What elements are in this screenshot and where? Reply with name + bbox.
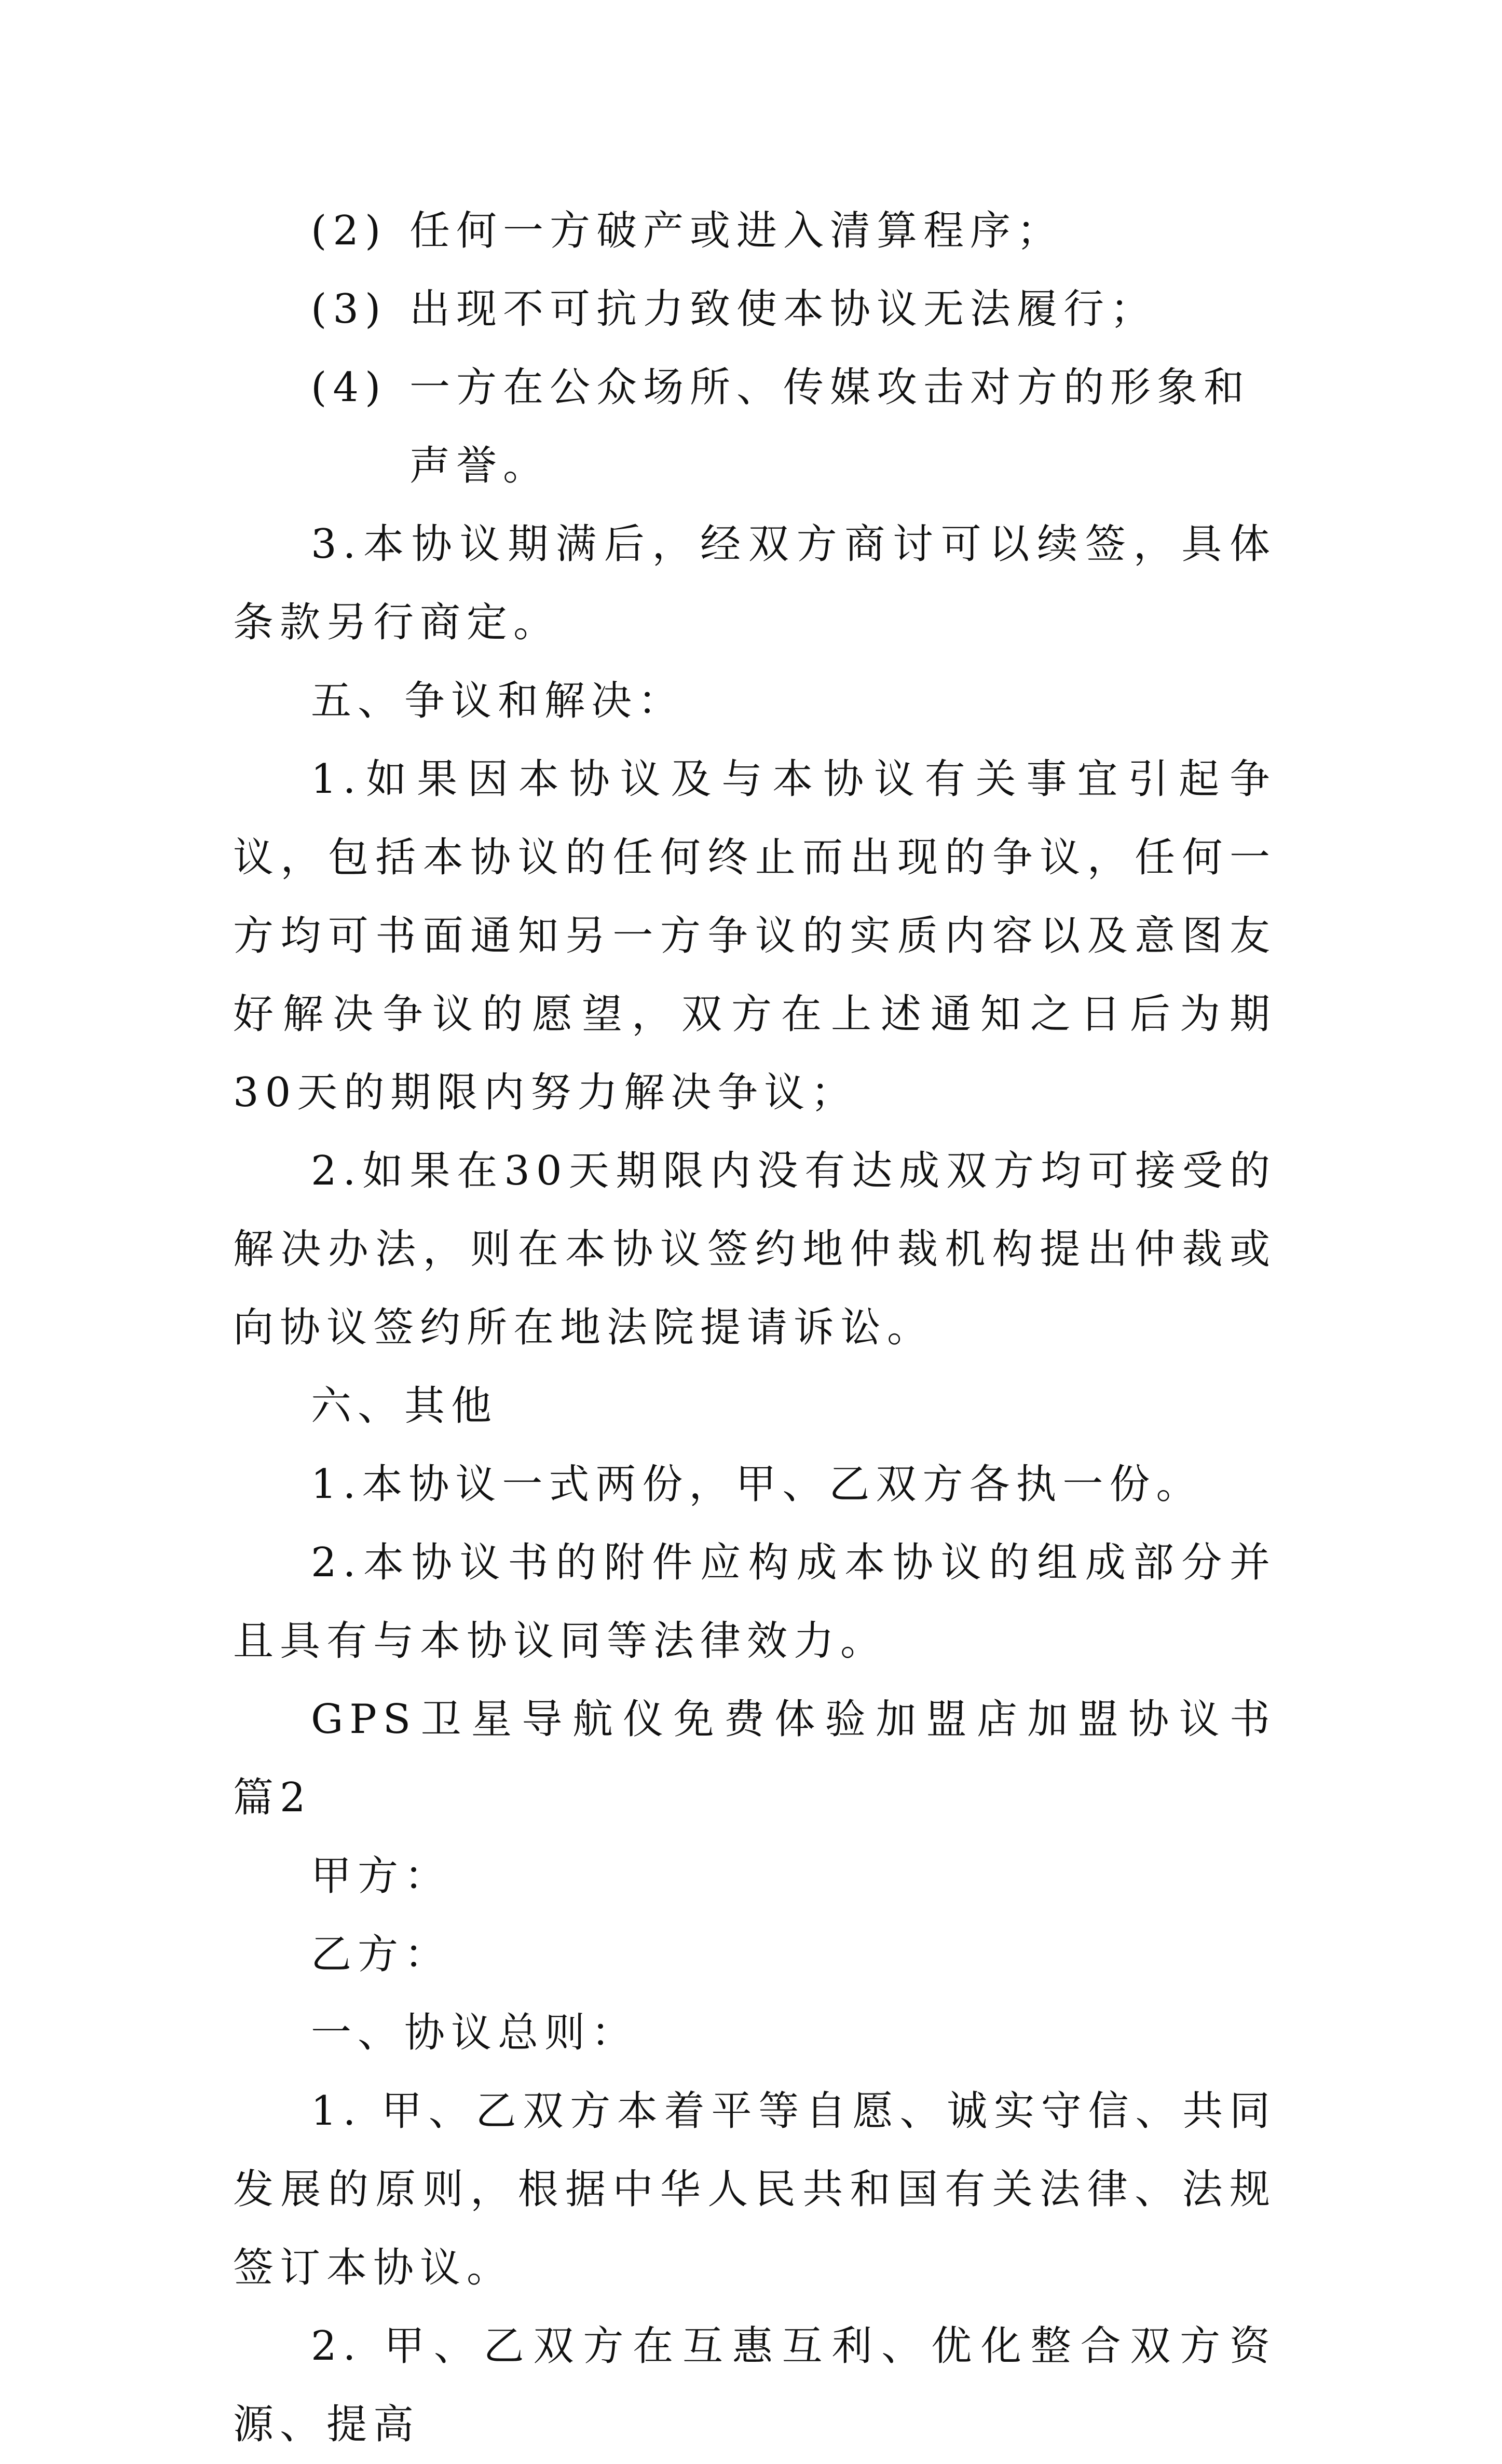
paragraph-other-1: 1.本协议一式两份，甲、乙双方各执一份。 (311, 1461, 1203, 1508)
item-number: (2) (311, 208, 387, 254)
list-item (233, 270, 1276, 349)
item-text: 出现不可抗力致使本协议无法履行； (409, 286, 1157, 333)
item-text: 一方在公众场所、传媒攻击对方的形象和声誉。 (409, 364, 1251, 489)
paragraph-general-2: 2. 甲、乙双方在互惠互利、优化整合双方资源、提高 (233, 2323, 1276, 2448)
party-b-line: 乙方： (311, 1931, 452, 1978)
paragraph-dispute-2: 2.如果在30天期限内没有达成双方均可接受的解决办法，则在本协议签约地仲裁机构提出仲裁或向协议签约所在地法院提请诉讼。 (233, 1148, 1276, 1351)
item-number: (3) (311, 286, 387, 333)
party-a-line: 甲方： (311, 1853, 452, 1899)
paragraph-dispute-1: 1.如果因本协议及与本协议有关事宜引起争议，包括本协议的任何终止而出现的争议，任何一方均可书面通知另一方争议的实质内容以及意图友好解决争议的愿望，双方在上述通知之日后为期30天的期限内努力解决争议； (233, 756, 1276, 1116)
document-body (233, 192, 1276, 2464)
section-heading-other: 六、其他 (311, 1383, 498, 1429)
list-item (233, 192, 1276, 270)
item-text: 任何一方破产或进入清算程序； (409, 208, 1064, 254)
paragraph-general-1: 1. 甲、乙双方本着平等自愿、诚实守信、共同发展的原则，根据中华人民共和国有关法律、法规签订本协议。 (233, 2088, 1276, 2291)
paragraph-other-2: 2.本协议书的附件应构成本协议的组成部分并且具有与本协议同等法律效力。 (233, 1539, 1276, 1664)
agreement-title: GPS卫星导航仪免费体验加盟店加盟协议书 篇2 (233, 1696, 1276, 1821)
section-heading-general: 一、协议总则： (311, 2009, 638, 2056)
list-item (233, 349, 1276, 505)
paragraph-renewal: 3.本协议期满后，经双方商讨可以续签，具体条款另行商定。 (233, 521, 1276, 646)
section-heading-dispute: 五、争议和解决： (311, 678, 685, 724)
item-number: (4) (311, 364, 387, 411)
